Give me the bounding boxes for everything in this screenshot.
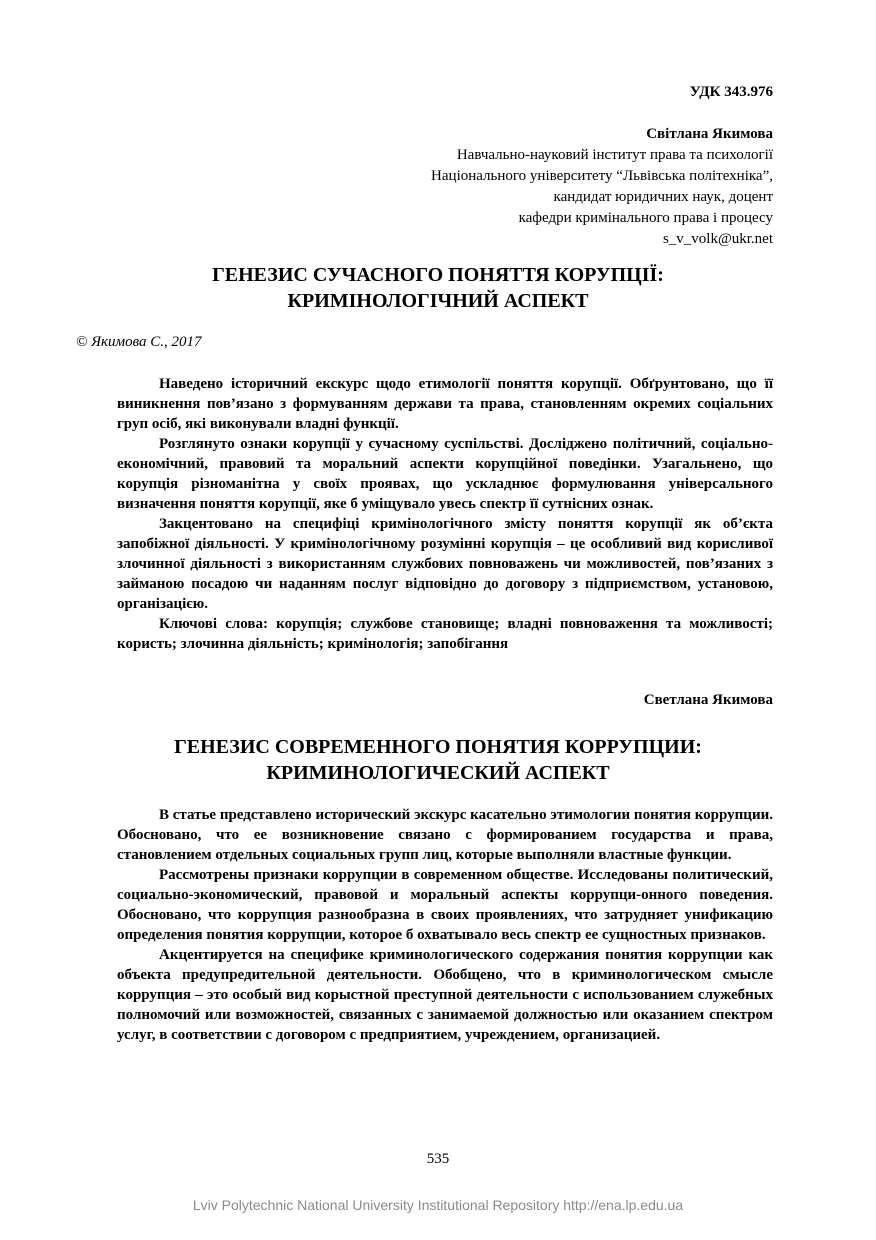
abstract-paragraph: Наведено історичний екскурс щодо етимології поняття корупції. Обґрунтовано, що її виникнення пов’язано з формуванням держави та права, становленням окремих соціальних груп осіб, які виконували владні функції.	[117, 376, 773, 432]
title-line: КРИМІНОЛОГІЧНИЙ АСПЕКТ	[287, 290, 589, 312]
abstract-ru	[117, 805, 773, 1045]
author-block-uk	[431, 124, 773, 250]
copyright-notice: © Якимова С., 2017	[76, 334, 202, 350]
affiliation-line: кандидат юридичних наук, доцент	[553, 189, 773, 205]
affiliation-line: Навчально-науковий інститут права та психології	[456, 147, 773, 163]
title-line: КРИМИНОЛОГИЧЕСКИЙ АСПЕКТ	[266, 762, 610, 784]
title-line: ГЕНЕЗИС СУЧАСНОГО ПОНЯТТЯ КОРУПЦІЇ:	[212, 264, 664, 286]
paper-title-uk	[103, 262, 773, 314]
abstract-paragraph: В статье представлено исторический экскурс касательно этимологии понятия коррупции. Обосновано, что ее возникновение связано с формированием государства и права, становлением отдельных социальных групп лиц, которые выполняли властные функции.	[117, 807, 773, 863]
abstract-paragraph: Розглянуто ознаки корупції у сучасному суспільстві. Досліджено політичний, соціально-економічний, правовий та моральний аспекти корупційної поведінки. Узагальнено, що корупція різноманітна у своїх проявах, що ускладнює формулювання універсального визначення поняття корупції, яке б уміщувало увесь спектр її сутнісних ознак.	[117, 436, 773, 512]
affiliation-line: Національного університету “Львівська політехніка”,	[431, 168, 773, 184]
abstract-paragraph: Закцентовано на специфіці кримінологічного змісту поняття корупції як об’єкта запобіжної діяльності. У кримінологічному розумінні корупція – це особливий вид корисливої злочинної діяльності з використанням службових повноважень чи можливостей, пов’язаних з займаною посадою чи наданням послуг відповідно до договору з підприємством, установою, організацією.	[117, 516, 773, 612]
page-number: 535	[426, 1151, 450, 1167]
abstract-paragraph: Рассмотрены признаки коррупции в современном обществе. Исследованы политический, социально-экономический, правовой и моральный аспекты коррупци-онного поведения. Обосновано, что коррупция разнообразна в своих проявлениях, что затрудняет унификацию определения понятия коррупции, которое б охватывало весь спектр ее сущностных признаков.	[117, 867, 773, 943]
author-name-ru: Светлана Якимова	[643, 692, 773, 708]
title-line: ГЕНЕЗИС СОВРЕМЕННОГО ПОНЯТИЯ КОРРУПЦИИ:	[174, 736, 702, 758]
abstract-paragraph: Акцентируется на специфике криминологического содержания понятия коррупции как объекта предупредительной деятельности. Обобщено, что в криминологическом смысле коррупция – это особый вид корыстной преступной деятельности с использованием служебных полномочий или возможностей, связанных с занимаемой должностью или оказанием спектром услуг, в соответствии с договором с предприятием, учреждением, организацией.	[117, 947, 773, 1043]
paper-title-ru	[103, 734, 773, 786]
repository-footer: Lviv Polytechnic National University Institutional Repository http://ena.lp.edu.ua	[192, 1197, 684, 1213]
affiliation-line: кафедри кримінального права і процесу	[518, 210, 773, 226]
author-email: s_v_volk@ukr.net	[662, 231, 773, 247]
abstract-uk	[117, 374, 773, 654]
author-name-uk: Світлана Якимова	[646, 126, 773, 142]
keywords-uk: Ключові слова: корупція; службове становище; владні повноваження та можливості; користь; злочинна діяльність; кримінологія; запобігання	[117, 616, 773, 652]
udk-code: УДК 343.976	[689, 84, 773, 100]
